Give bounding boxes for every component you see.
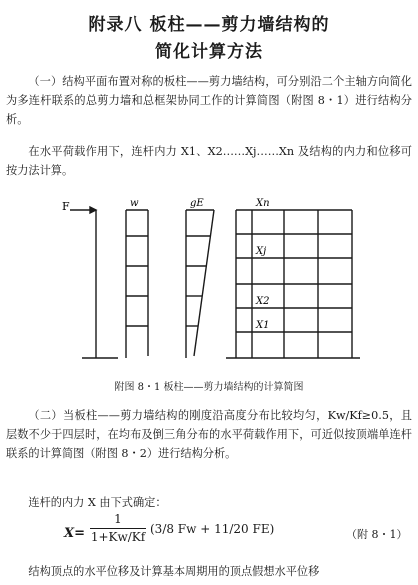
formula-tag: （附 8・1） [346,528,408,541]
paragraph-1: （一）结构平面布置对称的板柱——剪力墙结构，可分别沿二个主轴方向简化为多连杆联系的总剪力墙和总框架协同工作的计算简图（附图 8・1）进行结构分析。 [6,75,412,126]
label-Xn: Xn [256,198,270,209]
appendix-title-line2: 简化计算方法 [155,42,263,62]
label-X2: X2 [256,296,270,307]
formula-block [0,512,418,562]
fraction-bar [90,528,146,529]
figure-caption: 附图 8・1 板柱——剪力墙结构的计算简图 [114,382,304,393]
paragraph-2: 在水平荷载作用下，连杆内力 X1、X2……Xj……Xn 及结构的内力和位移可按力法计算。 [6,145,412,177]
footer-line: 结构顶点的水平位移及计算基本周期用的顶点假想水平位移 [28,565,320,578]
formula-inner: (3/8 Fw + 11/20 FE) [150,522,275,536]
diagram-svg [56,196,366,374]
label-F: F [62,200,70,213]
formula-lhs: X= [64,526,85,541]
formula-denominator: 1+Kw/Kf [90,530,146,544]
formula-fraction [90,512,146,545]
paragraph-4: 连杆的内力 X 由下式确定： [28,496,167,509]
label-Xj: Xj [256,246,267,257]
structural-diagram [56,196,366,378]
paragraph-3: （二）当板柱——剪力墙结构的刚度沿高度分布比较均匀，Kw/Kf≥0.5，且层数不少于四层时，在均布及倒三角分布的水平荷载作用下，可近似按顶端单连杆联系的计算简图（附图 8・2）进行结构分析。 [6,409,412,460]
formula-numerator: 1 [114,512,122,526]
label-w: w [130,198,139,209]
appendix-title-line1: 附录八 板柱——剪力墙结构的 [88,15,330,35]
label-X1: X1 [256,320,270,331]
label-gE: gE [190,198,204,209]
